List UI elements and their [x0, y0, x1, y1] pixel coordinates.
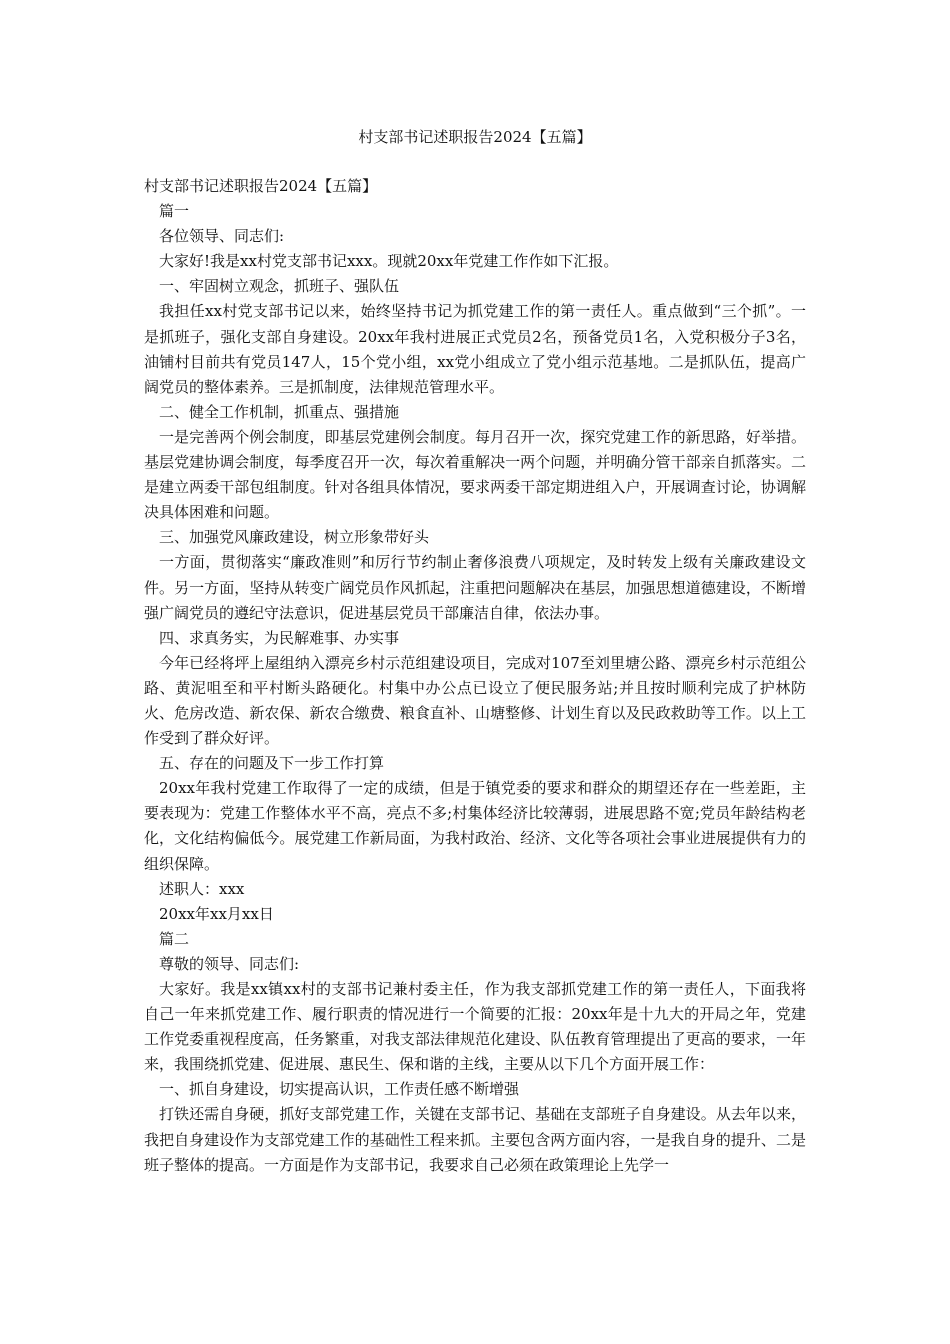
body-paragraph: 述职人：xxx — [159, 879, 245, 898]
body-paragraph: 20xx年xx月xx日 — [159, 904, 274, 923]
body-paragraph: 一、抓自身建设，切实提高认识，工作责任感不断增强 — [159, 1080, 520, 1099]
body-paragraph: 村支部书记述职报告2024【五篇】 — [144, 177, 378, 195]
body-paragraph: 一、牢固树立观念，抓班子、强队伍 — [159, 277, 400, 296]
body-paragraph: 大家好!我是xx村党支部书记xxx。现就20xx年党建工作作如下汇报。 — [159, 252, 619, 271]
body-paragraph: 尊敬的领导、同志们: — [159, 954, 300, 973]
body-paragraph: 一方面，贯彻落实“廉政准则”和厉行节约制止奢侈浪费八项规定，及时转发上级有关廉政建设文件。另一方面，坚持从转变广阔党员作风抓起，注重把问题解决在基层，加强思想道德建设，不断增强广阔党员的遵纪守法意识，促进基层党员干部廉洁自律，依法办事。 — [144, 553, 806, 622]
body-paragraph: 五、存在的问题及下一步工作打算 — [159, 754, 385, 773]
body-paragraph: 打铁还需自身硬，抓好支部党建工作，关键在支部书记、基础在支部班子自身建设。从去年以来，我把自身建设作为支部党建工作的基础性工程来抓。主要包含两方面内容，一是我自身的提升、二是班子整体的提高。一方面是作为支部书记，我要求自己必须在政策理论上先学一 — [144, 1105, 806, 1174]
body-paragraph: 20xx年我村党建工作取得了一定的成绩，但是于镇党委的要求和群众的期望还存在一些差距，主要表现为：党建工作整体水平不高，亮点不多;村集体经济比较薄弱，进展思路不宽;党员年龄结构老化，文化结构偏低今。展党建工作新局面，为我村政治、经济、文化等各项社会事业进展提供有力的组织保障。 — [144, 779, 806, 873]
body-paragraph: 四、求真务实，为民解难事、办实事 — [159, 628, 400, 647]
body-paragraph: 我担任xx村党支部书记以来，始终坚持书记为抓党建工作的第一责任人。重点做到“三个抓”。一是抓班子，强化支部自身建设。20xx年我村进展正式党员2名，预备党员1名，入党积极分子3名，油铺村目前共有党员147人，15个党小组，xx党小组成立了党小组示范基地。二是抓队伍，提高广阔党员的整体素养。三是抓制度，法律规范管理水平。 — [144, 302, 806, 396]
body-paragraph: 一是完善两个例会制度，即基层党建例会制度。每月召开一次，探究党建工作的新思路，好举措。基层党建协调会制度，每季度召开一次，每次着重解决一两个问题，并明确分管干部亲自抓落实。二是建立两委干部包组制度。针对各组具体情况，要求两委干部定期进组入户，开展调查讨论，协调解决具体困难和问题。 — [144, 427, 806, 522]
body-paragraph: 今年已经将坪上屋组纳入漂亮乡村示范组建设项目，完成对107至刘里塘公路、漂亮乡村示范组公路、黄泥咀至和平村断头路硬化。村集中办公点已设立了便民服务站;并且按时顺利完成了护林防火、危房改造、新农保、新农合缴费、粮食直补、山塘整修、计划生育以及民政救助等工作。以上工作受到了群众好评。 — [144, 653, 806, 748]
body-paragraph: 篇一 — [159, 202, 190, 221]
body-paragraph: 三、加强党风廉政建设，树立形象带好头 — [159, 528, 430, 547]
body-paragraph: 大家好。我是xx镇xx村的支部书记兼村委主任，作为我支部抓党建工作的第一责任人，下面我将自己一年来抓党建工作、履行职责的情况进行一个简要的汇报：20xx年是十九大的开局之年，党建工作党委重视程度高，任务繁重，对我支部法律规范化建设、队伍教育管理提出了更高的要求，一年来，我围绕抓党建、促进展、惠民生、保和谐的主线，主要从以下几个方面开展工作： — [144, 980, 806, 1074]
body-paragraph: 各位领导、同志们: — [159, 227, 285, 246]
document-body — [144, 174, 806, 1178]
page-title: 村支部书记述职报告2024【五篇】 — [358, 128, 592, 146]
body-paragraph: 二、健全工作机制，抓重点、强措施 — [159, 402, 400, 421]
body-paragraph: 篇二 — [159, 929, 190, 948]
